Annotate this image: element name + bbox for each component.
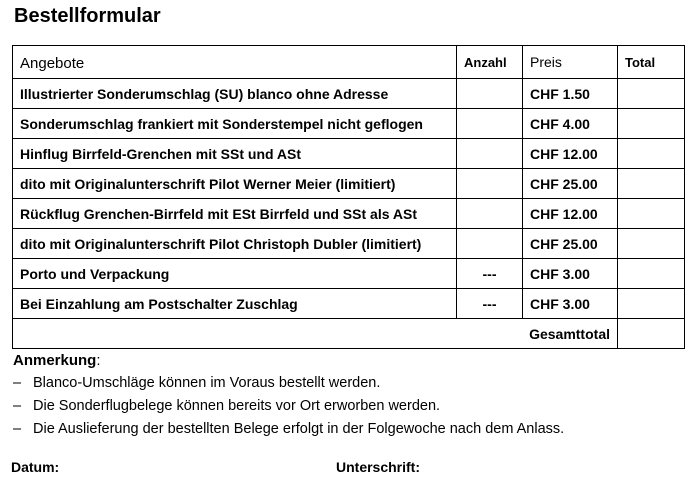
list-item: [13, 395, 564, 418]
quantity-cell[interactable]: [457, 199, 523, 229]
quantity-cell: ---: [457, 259, 523, 289]
table-row: [13, 229, 685, 259]
item-cell: Bei Einzahlung am Postschalter Zuschlag: [13, 289, 457, 319]
note-text: Die Sonderflugbelege können bereits vor Ort erworben werden.: [33, 398, 441, 414]
total-cell[interactable]: [618, 79, 685, 109]
order-table: [12, 45, 685, 349]
table-row: [13, 109, 685, 139]
table-row: [13, 139, 685, 169]
notes-section: [13, 349, 564, 441]
total-cell[interactable]: [618, 289, 685, 319]
quantity-cell[interactable]: [457, 79, 523, 109]
notes-label: Anmerkung: [13, 352, 97, 369]
dash-bullet: –: [13, 375, 22, 391]
price-cell: CHF 1.50: [523, 79, 618, 109]
quantity-cell[interactable]: [457, 139, 523, 169]
quantity-cell[interactable]: [457, 229, 523, 259]
notes-label-suffix: :: [96, 352, 101, 369]
price-cell: CHF 12.00: [523, 199, 618, 229]
list-item: [13, 372, 564, 395]
form-title: Bestellformular: [14, 5, 161, 27]
table-row: [13, 199, 685, 229]
signature-label: Unterschrift:: [336, 459, 421, 475]
grand-total-label: Gesamttotal: [13, 319, 618, 349]
price-cell: CHF 12.00: [523, 139, 618, 169]
grand-total-cell[interactable]: [618, 319, 685, 349]
total-cell[interactable]: [618, 139, 685, 169]
dash-bullet: –: [13, 398, 22, 414]
table-header-row: [13, 46, 685, 79]
quantity-cell: ---: [457, 289, 523, 319]
column-header-preis: Preis: [523, 46, 618, 79]
table-row: [13, 289, 685, 319]
item-cell: Porto und Verpackung: [13, 259, 457, 289]
total-cell[interactable]: [618, 199, 685, 229]
note-text: Blanco-Umschläge können im Voraus bestellt werden.: [33, 375, 381, 391]
price-cell: CHF 3.00: [523, 289, 618, 319]
total-cell[interactable]: [618, 109, 685, 139]
quantity-cell[interactable]: [457, 169, 523, 199]
column-header-angebote: Angebote: [13, 46, 457, 79]
table-row: [13, 259, 685, 289]
column-header-anzahl: Anzahl: [457, 46, 523, 79]
item-cell: Hinflug Birrfeld-Grenchen mit SSt und ASt: [13, 139, 457, 169]
total-cell[interactable]: [618, 169, 685, 199]
column-header-total: Total: [618, 46, 685, 79]
item-cell: dito mit Originalunterschrift Pilot Christoph Dubler (limitiert): [13, 229, 457, 259]
price-cell: CHF 25.00: [523, 229, 618, 259]
item-cell: Rückflug Grenchen-Birrfeld mit ESt Birrfeld und SSt als ASt: [13, 199, 457, 229]
price-cell: CHF 3.00: [523, 259, 618, 289]
note-text: Die Auslieferung der bestellten Belege erfolgt in der Folgewoche nach dem Anlass.: [33, 421, 565, 437]
list-item: [13, 418, 564, 441]
item-cell: dito mit Originalunterschrift Pilot Werner Meier (limitiert): [13, 169, 457, 199]
notes-heading: [13, 349, 564, 372]
item-cell: Illustrierter Sonderumschlag (SU) blanco ohne Adresse: [13, 79, 457, 109]
quantity-cell[interactable]: [457, 109, 523, 139]
total-row: [13, 319, 685, 349]
date-label: Datum:: [11, 459, 60, 475]
dash-bullet: –: [13, 421, 22, 437]
price-cell: CHF 25.00: [523, 169, 618, 199]
table-row: [13, 169, 685, 199]
price-cell: CHF 4.00: [523, 109, 618, 139]
notes-list: [13, 372, 564, 441]
item-cell: Sonderumschlag frankiert mit Sonderstempel nicht geflogen: [13, 109, 457, 139]
total-cell[interactable]: [618, 229, 685, 259]
table-row: [13, 79, 685, 109]
total-cell[interactable]: [618, 259, 685, 289]
